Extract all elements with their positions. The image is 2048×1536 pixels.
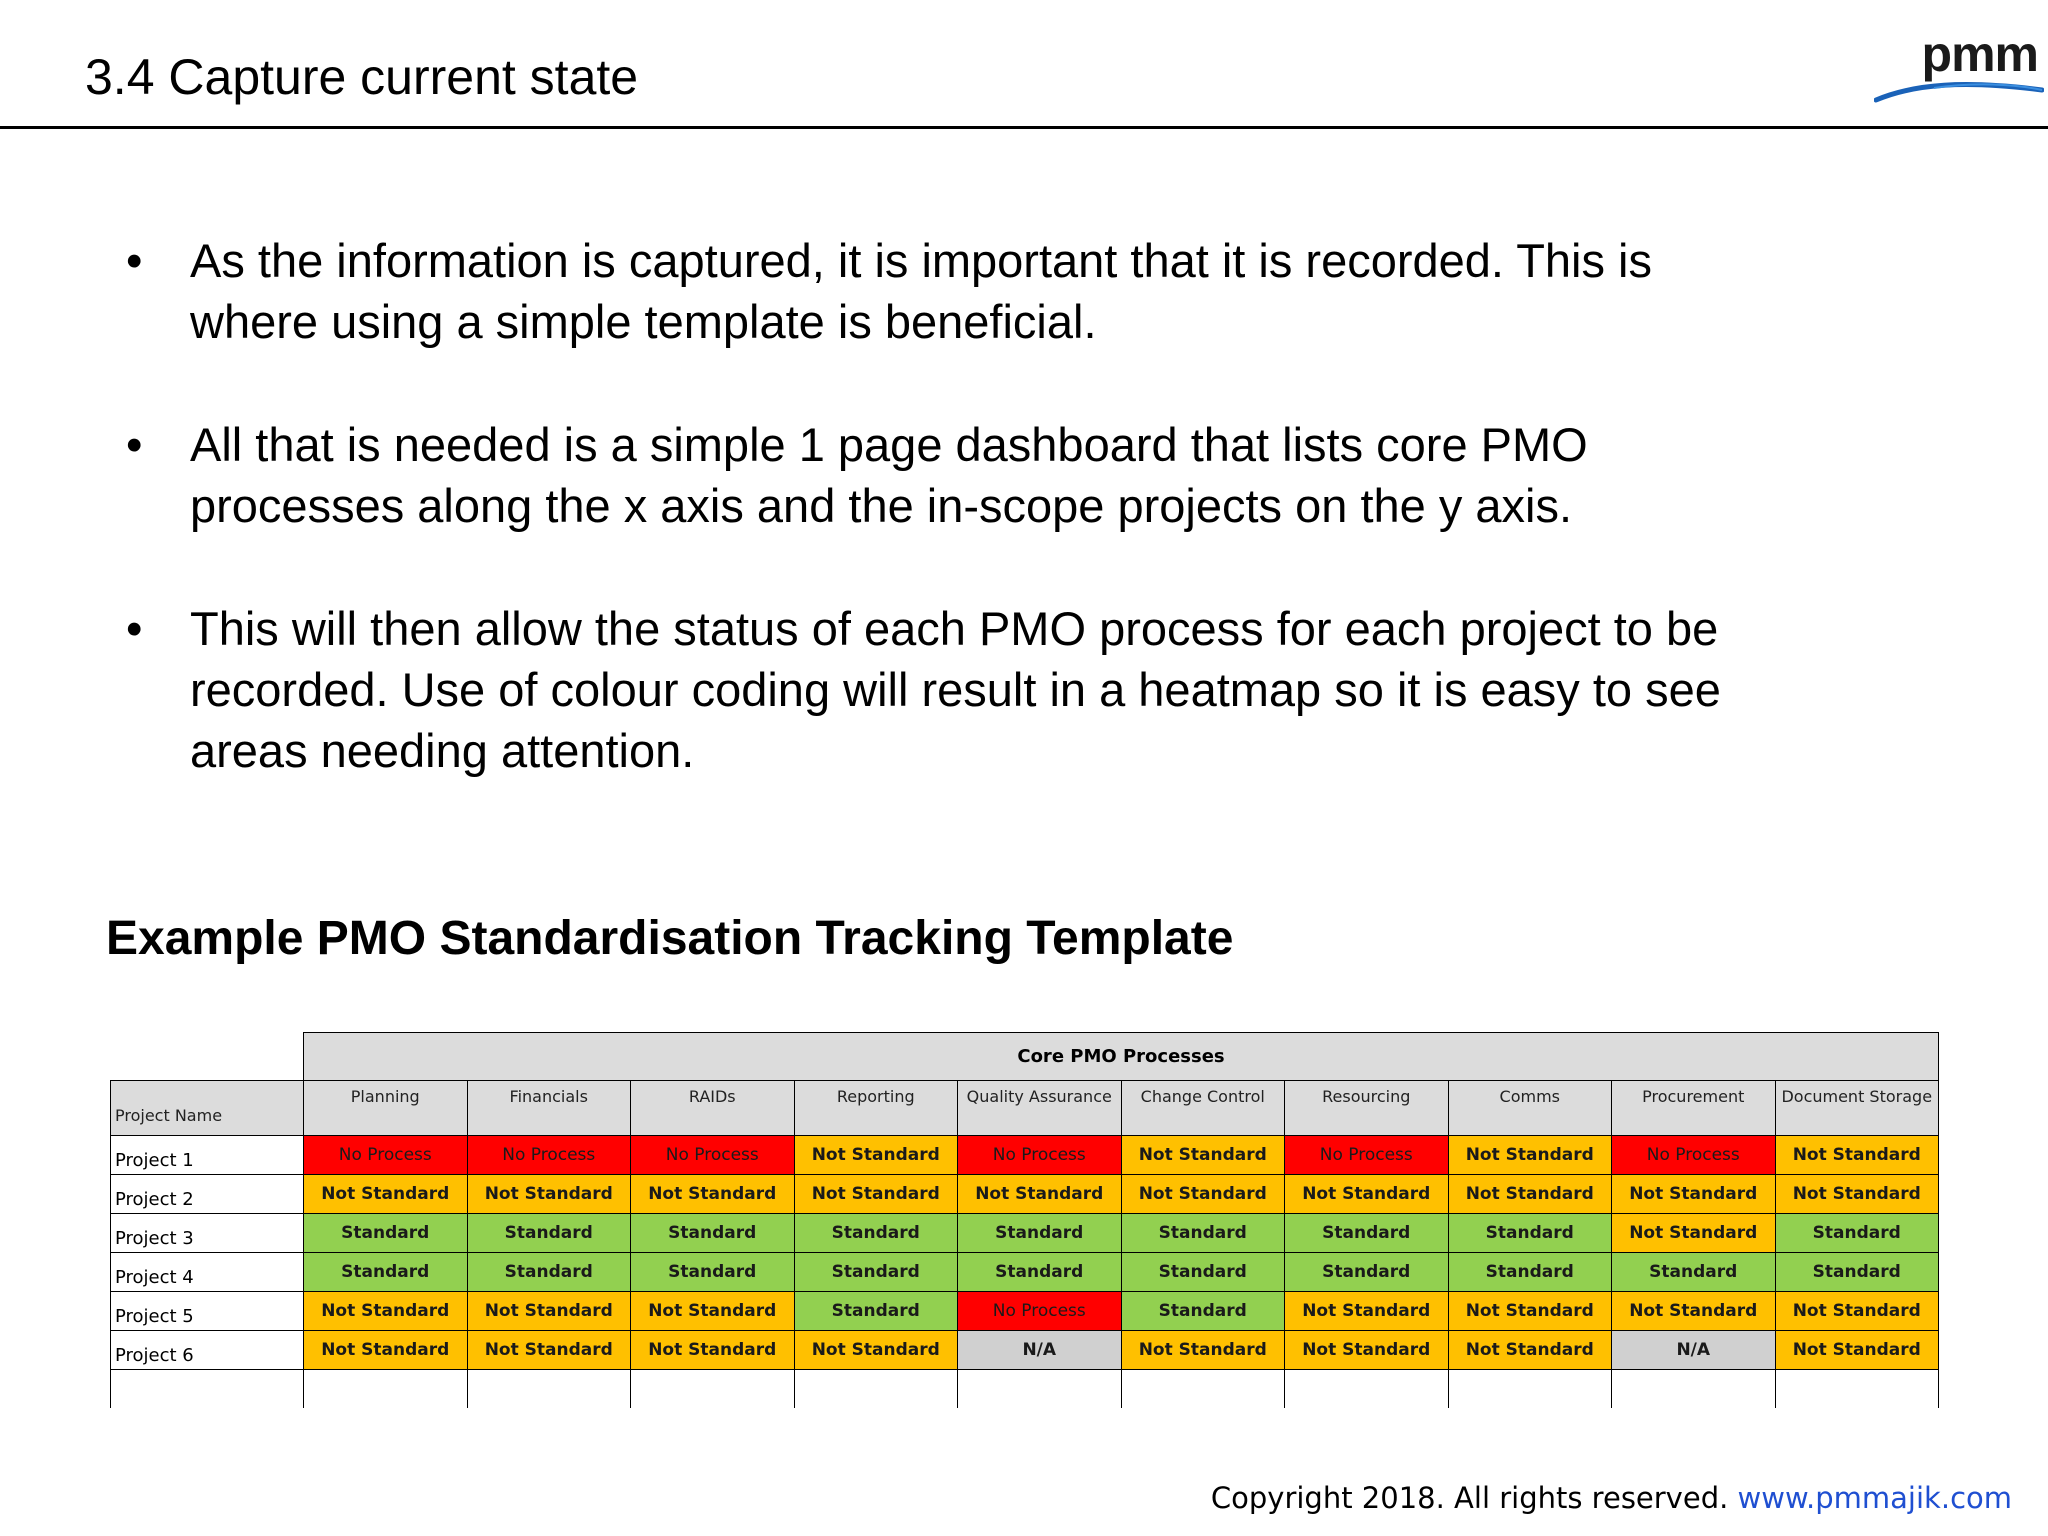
page-title: 3.4 Capture current state xyxy=(85,49,639,105)
footer xyxy=(1211,1480,2012,1516)
empty-cell xyxy=(1775,1370,1939,1409)
status-cell: Not Standard xyxy=(1285,1175,1449,1214)
status-cell: Not Standard xyxy=(467,1175,631,1214)
status-cell: Not Standard xyxy=(1775,1175,1939,1214)
status-cell: Standard xyxy=(1448,1253,1612,1292)
column-header: Quality Assurance xyxy=(958,1081,1122,1136)
column-header: Resourcing xyxy=(1285,1081,1449,1136)
logo-text: pmm xyxy=(1921,26,2038,82)
status-cell: Not Standard xyxy=(1121,1331,1285,1370)
status-cell: Standard xyxy=(1612,1253,1776,1292)
status-cell: Not Standard xyxy=(1775,1292,1939,1331)
status-cell: Not Standard xyxy=(467,1331,631,1370)
status-cell: Not Standard xyxy=(631,1175,795,1214)
status-cell: No Process xyxy=(631,1136,795,1175)
bullet-line: This will then allow the status of each PMO process for each project to be xyxy=(190,602,1719,655)
project-name-cell: Project 3 xyxy=(111,1214,304,1253)
status-cell: Not Standard xyxy=(1612,1175,1776,1214)
column-header: Document Storage xyxy=(1775,1081,1939,1136)
status-cell: Not Standard xyxy=(1612,1214,1776,1253)
bullet-icon: • xyxy=(126,602,143,655)
empty-cell xyxy=(304,1370,468,1409)
status-cell: Not Standard xyxy=(631,1292,795,1331)
logo-wave-icon xyxy=(1874,76,2044,106)
column-header: Financials xyxy=(467,1081,631,1136)
status-cell: Standard xyxy=(1775,1253,1939,1292)
pmm-logo xyxy=(1874,26,2044,106)
empty-cell xyxy=(958,1370,1122,1409)
empty-cell xyxy=(1448,1370,1612,1409)
bullet-line: processes along the x axis and the in-scope projects on the y axis. xyxy=(190,479,1573,532)
status-cell: No Process xyxy=(467,1136,631,1175)
project-name-cell: Project 4 xyxy=(111,1253,304,1292)
bullet-item xyxy=(126,230,1926,352)
status-cell: Not Standard xyxy=(304,1175,468,1214)
status-cell: Standard xyxy=(958,1214,1122,1253)
bullet-line: areas needing attention. xyxy=(190,724,695,777)
bullet-item xyxy=(126,598,1926,781)
status-cell: Standard xyxy=(304,1253,468,1292)
table-row xyxy=(111,1136,1939,1175)
status-cell: Not Standard xyxy=(467,1292,631,1331)
status-cell: Standard xyxy=(794,1214,958,1253)
project-name-header: Project Name xyxy=(111,1081,304,1136)
empty-cell xyxy=(111,1370,304,1409)
status-cell: Not Standard xyxy=(304,1331,468,1370)
table-corner xyxy=(111,1033,304,1081)
status-cell: Not Standard xyxy=(1285,1292,1449,1331)
status-cell: Standard xyxy=(631,1253,795,1292)
empty-cell xyxy=(467,1370,631,1409)
bullet-item xyxy=(126,414,1926,536)
status-cell: Not Standard xyxy=(1448,1175,1612,1214)
bullet-line: All that is needed is a simple 1 page dashboard that lists core PMO xyxy=(190,418,1588,471)
column-header: Reporting xyxy=(794,1081,958,1136)
status-cell: Not Standard xyxy=(1448,1331,1612,1370)
empty-cell xyxy=(1285,1370,1449,1409)
table-row xyxy=(111,1175,1939,1214)
status-cell: Not Standard xyxy=(1448,1292,1612,1331)
status-cell: Standard xyxy=(467,1253,631,1292)
status-cell: Not Standard xyxy=(958,1175,1122,1214)
status-cell: No Process xyxy=(958,1136,1122,1175)
bullet-icon: • xyxy=(126,418,143,471)
status-cell: Standard xyxy=(1285,1214,1449,1253)
status-cell: No Process xyxy=(958,1292,1122,1331)
status-cell: Standard xyxy=(304,1214,468,1253)
status-cell: No Process xyxy=(1285,1136,1449,1175)
status-cell: Not Standard xyxy=(1121,1175,1285,1214)
status-cell: No Process xyxy=(1612,1136,1776,1175)
column-header: Comms xyxy=(1448,1081,1612,1136)
bullet-icon: • xyxy=(126,234,143,287)
empty-cell xyxy=(1121,1370,1285,1409)
group-header: Core PMO Processes xyxy=(304,1033,1939,1081)
status-cell: Standard xyxy=(1121,1253,1285,1292)
bullet-line: where using a simple template is beneficial. xyxy=(190,295,1097,348)
section-title: Example PMO Standardisation Tracking Template xyxy=(106,912,1234,965)
bullet-line: recorded. Use of colour coding will result in a heatmap so it is easy to see xyxy=(190,663,1721,716)
status-cell: Standard xyxy=(467,1214,631,1253)
status-cell: Not Standard xyxy=(631,1331,795,1370)
table-row xyxy=(111,1253,1939,1292)
status-cell: N/A xyxy=(958,1331,1122,1370)
status-cell: Standard xyxy=(1121,1292,1285,1331)
copyright-text: Copyright 2018. All rights reserved. xyxy=(1210,1481,1729,1515)
status-cell: Standard xyxy=(794,1253,958,1292)
table-row xyxy=(111,1214,1939,1253)
status-cell: Not Standard xyxy=(1285,1331,1449,1370)
status-cell: Not Standard xyxy=(1121,1136,1285,1175)
website-link[interactable]: www.pmmajik.com xyxy=(1737,1481,2012,1515)
column-header: RAIDs xyxy=(631,1081,795,1136)
status-cell: Not Standard xyxy=(1612,1292,1776,1331)
column-header: Planning xyxy=(304,1081,468,1136)
status-cell: Not Standard xyxy=(794,1175,958,1214)
status-cell: Standard xyxy=(631,1214,795,1253)
column-header: Change Control xyxy=(1121,1081,1285,1136)
project-name-cell: Project 2 xyxy=(111,1175,304,1214)
status-cell: N/A xyxy=(1612,1331,1776,1370)
bullet-line: As the information is captured, it is important that it is recorded. This is xyxy=(190,234,1652,287)
status-cell: Standard xyxy=(1448,1214,1612,1253)
status-cell: Not Standard xyxy=(1775,1331,1939,1370)
table-group-row xyxy=(111,1033,1939,1081)
status-cell: Not Standard xyxy=(794,1136,958,1175)
table-row xyxy=(111,1292,1939,1331)
header-divider xyxy=(0,126,2048,129)
status-cell: Not Standard xyxy=(1448,1136,1612,1175)
table-header-row xyxy=(111,1081,1939,1136)
status-cell: Standard xyxy=(1775,1214,1939,1253)
status-cell: Standard xyxy=(1121,1214,1285,1253)
bullet-list xyxy=(126,230,1926,843)
status-cell: Not Standard xyxy=(794,1331,958,1370)
column-header: Procurement xyxy=(1612,1081,1776,1136)
empty-cell xyxy=(631,1370,795,1409)
status-cell: Standard xyxy=(958,1253,1122,1292)
status-cell: Not Standard xyxy=(304,1292,468,1331)
status-cell: Standard xyxy=(794,1292,958,1331)
status-cell: Not Standard xyxy=(1775,1136,1939,1175)
empty-row xyxy=(111,1370,1939,1409)
tracking-table xyxy=(110,1032,1939,1408)
project-name-cell: Project 6 xyxy=(111,1331,304,1370)
project-name-cell: Project 5 xyxy=(111,1292,304,1331)
status-cell: No Process xyxy=(304,1136,468,1175)
empty-cell xyxy=(794,1370,958,1409)
project-name-cell: Project 1 xyxy=(111,1136,304,1175)
empty-cell xyxy=(1612,1370,1776,1409)
table-row xyxy=(111,1331,1939,1370)
status-cell: Standard xyxy=(1285,1253,1449,1292)
